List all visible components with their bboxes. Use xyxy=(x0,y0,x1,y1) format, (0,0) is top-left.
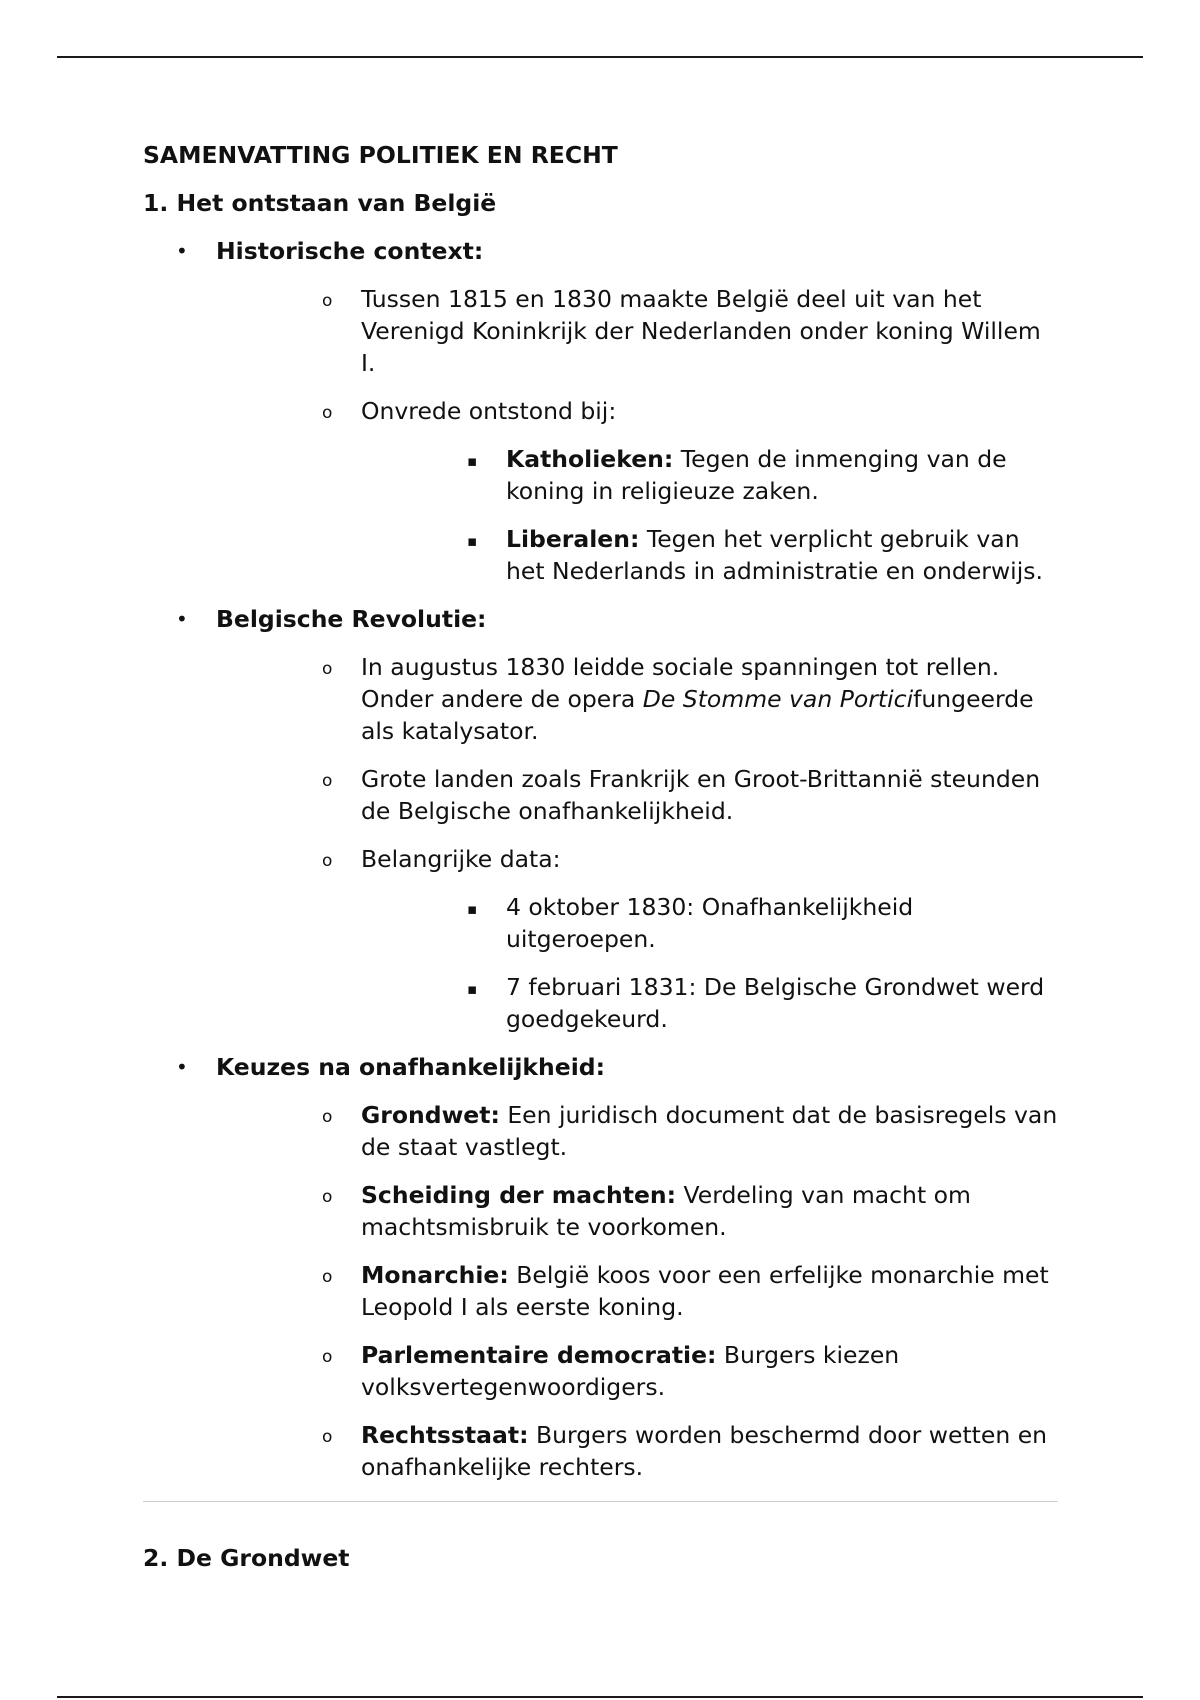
list-item xyxy=(288,395,1058,587)
bullet-circle-icon: o xyxy=(322,1347,333,1367)
bullet-dot-icon: • xyxy=(176,239,188,263)
list-item-text-cont: fungeerde als katalysator. xyxy=(361,685,1034,745)
historische-context-sublist xyxy=(216,283,1058,587)
bullet-circle-icon: o xyxy=(322,659,333,679)
section-divider xyxy=(143,1501,1058,1502)
katholieken-text: Tegen de inmenging van de koning in religieuze zaken. xyxy=(506,445,1007,505)
date-text: 4 oktober 1830: Onafhankelijkheid uitgeroepen. xyxy=(506,893,914,953)
list-item-scheiding xyxy=(288,1179,1058,1243)
date-text: 7 februari 1831: De Belgische Grondwet werd goedgekeurd. xyxy=(506,973,1045,1033)
revolutie-sublist xyxy=(216,651,1058,1035)
data-sublist xyxy=(361,891,1058,1035)
list-item-katholieken xyxy=(433,443,1058,507)
list-item-rechtsstaat xyxy=(288,1419,1058,1483)
bullet-circle-icon: o xyxy=(322,403,333,423)
section-1-heading: 1. Het ontstaan van België xyxy=(143,189,497,217)
term: Monarchie: xyxy=(361,1261,509,1289)
term-liberalen: Liberalen: xyxy=(506,525,640,553)
historische-context-heading: Historische context: xyxy=(216,237,484,265)
term: Parlementaire democratie: xyxy=(361,1341,717,1369)
opera-title: De Stomme van Portici xyxy=(642,685,914,713)
keuzes-heading: Keuzes na onafhankelijkheid: xyxy=(216,1053,605,1081)
term: Grondwet: xyxy=(361,1101,500,1129)
list-item-democratie xyxy=(288,1339,1058,1403)
section-2-heading: 2. De Grondwet xyxy=(143,1544,350,1572)
list-item-text: In augustus 1830 leidde sociale spanningen tot rellen. Onder andere de opera xyxy=(361,653,1000,713)
list-item xyxy=(288,651,1058,747)
bullet-circle-icon: o xyxy=(322,291,333,311)
list-item-text: Onvrede ontstond bij: xyxy=(361,397,617,425)
liberalen-text: Tegen het verplicht gebruik van het Nederlands in administratie en onderwijs. xyxy=(506,525,1043,585)
list-item-date xyxy=(433,971,1058,1035)
list-item xyxy=(288,763,1058,827)
list-item-keuzes xyxy=(143,1051,1058,1483)
bullet-dot-icon: • xyxy=(176,1055,188,1079)
list-item-monarchie xyxy=(288,1259,1058,1323)
list-item-liberalen xyxy=(433,523,1058,587)
term-text: Verdeling van macht om machtsmisbruik te voorkomen. xyxy=(361,1181,971,1241)
document-body xyxy=(143,139,1058,1574)
bullet-circle-icon: o xyxy=(322,771,333,791)
bullet-circle-icon: o xyxy=(322,851,333,871)
page-bottom-rule xyxy=(57,1696,1143,1698)
bullet-circle-icon: o xyxy=(322,1107,333,1127)
list-item-belgische-revolutie xyxy=(143,603,1058,1035)
term-text: Burgers worden beschermd door wetten en onafhankelijke rechters. xyxy=(361,1421,1048,1481)
term: Rechtsstaat: xyxy=(361,1421,529,1449)
list-item-date xyxy=(433,891,1058,955)
list-item xyxy=(288,283,1058,379)
bullet-square-icon: ▪ xyxy=(467,532,478,550)
page-top-rule xyxy=(57,56,1143,58)
bullet-circle-icon: o xyxy=(322,1187,333,1207)
bullet-dot-icon: • xyxy=(176,607,188,631)
list-item-text: Grote landen zoals Frankrijk en Groot-Brittannië steunden de Belgische onafhankelijkheid. xyxy=(361,765,1041,825)
term-text: België koos voor een erfelijke monarchie met Leopold I als eerste koning. xyxy=(361,1261,1049,1321)
list-item-text: Belangrijke data: xyxy=(361,845,561,873)
belgische-revolutie-heading: Belgische Revolutie: xyxy=(216,605,487,633)
bullet-square-icon: ▪ xyxy=(467,900,478,918)
term-text: Een juridisch document dat de basisregels van de staat vastlegt. xyxy=(361,1101,1058,1161)
document-title: SAMENVATTING POLITIEK EN RECHT xyxy=(143,141,618,169)
onvrede-sublist xyxy=(361,443,1058,587)
keuzes-sublist xyxy=(216,1099,1058,1483)
bullet-circle-icon: o xyxy=(322,1427,333,1447)
term-katholieken: Katholieken: xyxy=(506,445,674,473)
bullet-square-icon: ▪ xyxy=(467,980,478,998)
bullet-square-icon: ▪ xyxy=(467,452,478,470)
list-item-text: Tussen 1815 en 1830 maakte België deel uit van het Verenigd Koninkrijk der Nederlanden onder koning Willem I. xyxy=(361,285,1041,377)
list-item-historische-context xyxy=(143,235,1058,587)
bullet-circle-icon: o xyxy=(322,1267,333,1287)
list-item xyxy=(288,843,1058,1035)
list-item-grondwet xyxy=(288,1099,1058,1163)
section-1-list xyxy=(143,235,1058,1483)
term: Scheiding der machten: xyxy=(361,1181,677,1209)
term-text: Burgers kiezen volksvertegenwoordigers. xyxy=(361,1341,900,1401)
